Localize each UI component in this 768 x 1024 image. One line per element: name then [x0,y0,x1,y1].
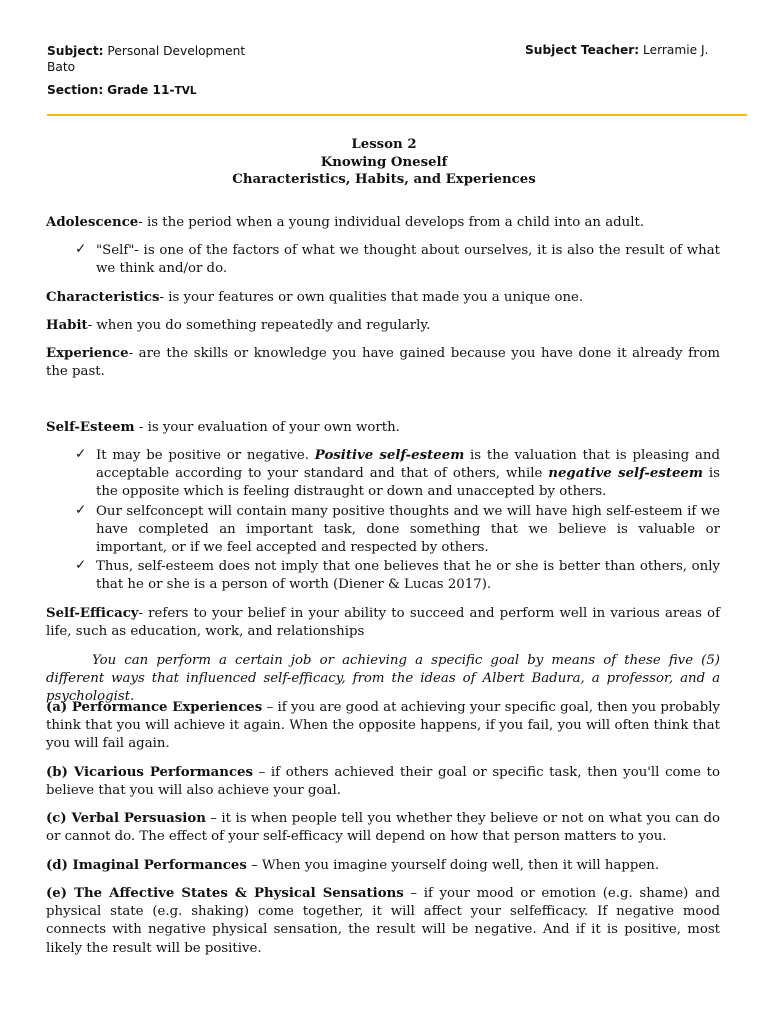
check-icon: ✓ [75,558,87,573]
lesson-topic: Knowing Oneself [320,154,448,170]
section-header [47,83,197,97]
adolescence-term: Adolescence [46,215,139,230]
self-esteem-definition [46,419,720,437]
habit-definition [46,317,720,335]
way-a [46,699,720,754]
way-e [46,885,720,958]
way-b-text: – if others achieved their goal or specific task, then you'll come to believe that you will also achieve your goal. [46,765,720,799]
self-efficacy-text: - refers to your belief in your ability to succeed and perform well in various areas of life, such as education, work, and relationships [46,606,720,640]
teacher-value: Lerramie J. [643,43,709,57]
self-efficacy-term: Self-Efficacy [46,606,139,621]
way-d-text: – When you imagine yourself doing well, then it will happen. [246,858,660,873]
positive-self-esteem-term: Positive self-esteem [314,448,465,463]
bullet-text: is the opposite which is feeling distraught or down and unaccepted by others. [96,466,721,500]
bullet-text: is the valuation that is pleasing and acceptable according to your standard and that of others, while [96,448,720,482]
experience-definition [46,345,720,381]
habit-text: - when you do something repeatedly and regularly. [87,318,431,333]
esteem-bullet-2: Our selfconcept will contain many positive thoughts and we will have high self-esteem if we have completed an important task, done something that we believe is valuable or important, or if we feel accepted and respected by others. [96,504,720,556]
adolescence-definition [46,214,720,232]
check-icon: ✓ [75,242,87,257]
way-a-term: (a) Performance Experiences [46,700,263,715]
section-value: Grade 11- [107,83,175,97]
way-e-term: (e) The Affective States & Physical Sensations [46,886,404,901]
characteristics-text: - is your features or own qualities that made you a unique one. [159,290,584,305]
way-d-term: (d) Imaginal Performances [46,858,247,873]
section-strand: TVL [174,85,197,97]
experience-text: - are the skills or knowledge you have gained because you have done it already from the past. [46,346,720,380]
lesson-subtitle: Characteristics, Habits, and Experiences [232,172,536,187]
lesson-title [0,136,768,189]
lesson-number: Lesson 2 [351,137,417,152]
experience-term: Experience [46,346,129,361]
check-icon: ✓ [75,503,87,518]
section-label: Section: [47,83,104,97]
subject-label: Subject: [47,44,104,58]
way-c-term: (c) Verbal Persuasion [46,811,206,826]
esteem-bullet-3: Thus, self-esteem does not imply that one believes that he or she is better than others, only that he or she is a person of worth (Diener & Lucas 2017). [96,559,720,593]
esteem-bullet-1 [96,447,720,502]
way-d [46,857,720,875]
way-b [46,764,720,800]
self-efficacy-definition [46,605,720,641]
negative-self-esteem-term: negative self-esteem [548,466,703,482]
way-b-term: (b) Vicarious Performances [46,765,253,780]
bullet-text: It may be positive or negative. [96,448,315,463]
teacher-header [525,43,708,57]
header-divider [47,114,747,116]
subject-value: Personal Development [107,44,246,58]
way-e-text: – if your mood or emotion (e.g. shame) and physical state (e.g. shaking) come together, it will affect your selfefficacy. If negative mood connects with negative physical sensation, the result will be negative. And if it is positive, most likely the result will be positive. [46,886,721,956]
way-a-text: – if you are good at achieving your specific goal, then you probably think that you will achieve it again. When the opposite happens, if you fail, you will often think that you will fail again. [46,700,720,752]
habit-term: Habit [46,318,88,333]
self-bullet: "Self"- is one of the factors of what we thought about ourselves, it is also the result of what we think and/or do. [96,243,720,277]
self-esteem-term: Self-Esteem [46,420,135,435]
adolescence-text: - is the period when a young individual develops from a child into an adult. [138,215,645,230]
subject-continuation: Bato [47,60,76,74]
way-c-text: – it is when people tell you whether they believe or not on what you can do or cannot do. The effect of your self-efficacy will depend on how that person matters to you. [46,811,720,845]
characteristics-term: Characteristics [46,290,160,305]
teacher-label: Subject Teacher: [525,43,640,57]
self-esteem-text: - is your evaluation of your own worth. [134,420,400,435]
check-icon: ✓ [75,447,87,462]
way-c [46,810,720,846]
subject-header [47,43,287,75]
characteristics-definition [46,289,720,307]
efficacy-intro: You can perform a certain job or achieving a specific goal by means of these five (5) different ways that influenced self-efficacy, from the ideas of Albert Badura, a professor, and a psychologist. [46,653,720,705]
